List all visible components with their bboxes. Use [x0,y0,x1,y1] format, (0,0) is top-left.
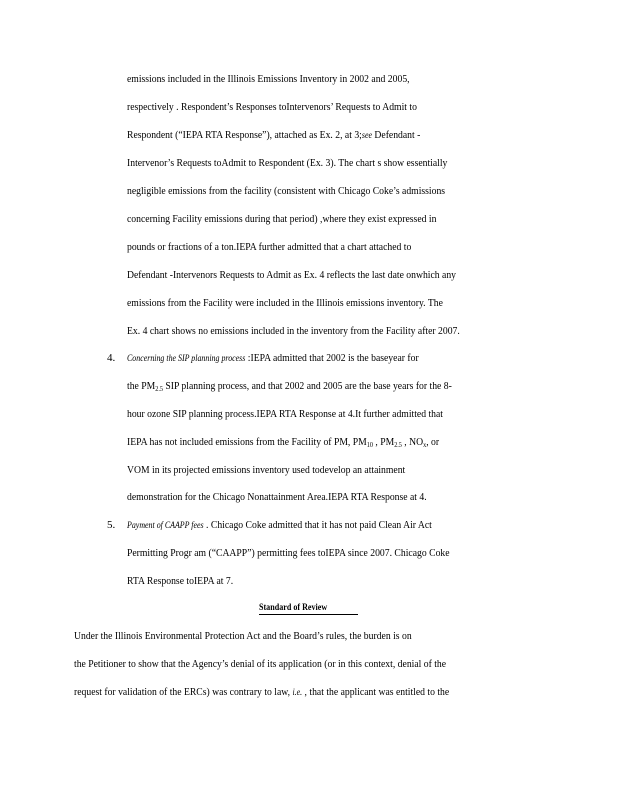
paragraph-line: emissions from the Facility were included in the Illinois emissions inventory. The [127,297,443,309]
subscript: 2.5 [155,385,163,393]
paragraph-line: Intervenor’s Requests toAdmit to Respondent (Ex. 3). The chart s show essentially [127,157,448,169]
paragraph-line: respectively . Respondent’s Responses toIntervenors’ Requests to Admit to [127,101,417,113]
item-text: , NO [401,436,424,448]
subscript: 10 [366,441,373,449]
list-item-line [127,435,439,452]
item-text: the PM [127,380,156,392]
item-text: , or [426,436,440,448]
paragraph-text: request for validation of the ERCs) was contrary to law, [74,686,291,698]
subscript: 2.5 [394,441,402,449]
paragraph-line: negligible emissions from the facility (consistent with Chicago Coke’s admissions [127,185,446,197]
list-item-line: demonstration for the Chicago Nonattainment Area.IEPA RTA Response at 4. [127,491,427,503]
list-item-line [127,518,432,532]
item-title: Concerning the SIP planning process [127,353,246,363]
list-item-line: hour ozone SIP planning process.IEPA RTA Response at 4.It further admitted that [127,408,443,420]
item-text: , PM [372,436,395,448]
section-heading: Standard of Review [259,603,328,613]
paragraph-text: , that the applicant was entitled to the [304,686,450,698]
list-number: 5. [107,519,116,531]
list-item-line: Permitting Progr am (“CAAPP”) permitting fees toIEPA since 2007. Chicago Coke [127,547,450,559]
item-text: IEPA has not included emissions from the Facility of PM, PM [127,436,367,448]
paragraph-line [127,128,420,142]
italic-see: see [361,130,372,140]
item-text: . Chicago Coke admitted that it has not paid Clean Air Act [206,519,432,531]
paragraph-line: Ex. 4 chart shows no emissions included in the inventory from the Facility after 2007. [127,325,460,337]
paragraph-line: emissions included in the Illinois Emissions Inventory in 2002 and 2005, [127,73,410,85]
paragraph-line: Defendant -Intervenors Requests to Admit as Ex. 4 reflects the last date onwhich any [127,269,457,281]
paragraph-line: pounds or fractions of a ton.IEPA further admitted that a chart attached to [127,241,412,253]
item-title: Payment of CAAPP fees [127,520,204,530]
item-text: SIP planning process, and that 2002 and 2005 are the base years for the 8- [162,380,452,392]
paragraph-text: Defendant - [374,129,421,141]
heading-underline [259,614,358,615]
paragraph-line: the Petitioner to show that the Agency’s denial of its application (or in this context, denial of the [74,658,447,670]
item-text: :IEPA admitted that 2002 is the baseyear for [247,352,419,364]
list-item-line: RTA Response toIEPA at 7. [127,575,234,587]
subscript: x [423,441,427,449]
paragraph-line: concerning Facility emissions during that period) ,where they exist expressed in [127,213,437,225]
paragraph-text: Respondent (“IEPA RTA Response”), attached as Ex. 2, at 3; [127,129,362,141]
list-item-line [127,351,419,365]
list-item-line: VOM in its projected emissions inventory used todevelop an attainment [127,464,406,476]
paragraph-line [74,685,449,699]
list-number: 4. [107,352,116,364]
paragraph-line: Under the Illinois Environmental Protection Act and the Board’s rules, the burden is on [74,630,412,642]
list-item-line [127,379,452,396]
italic-ie: i.e. [292,687,303,697]
